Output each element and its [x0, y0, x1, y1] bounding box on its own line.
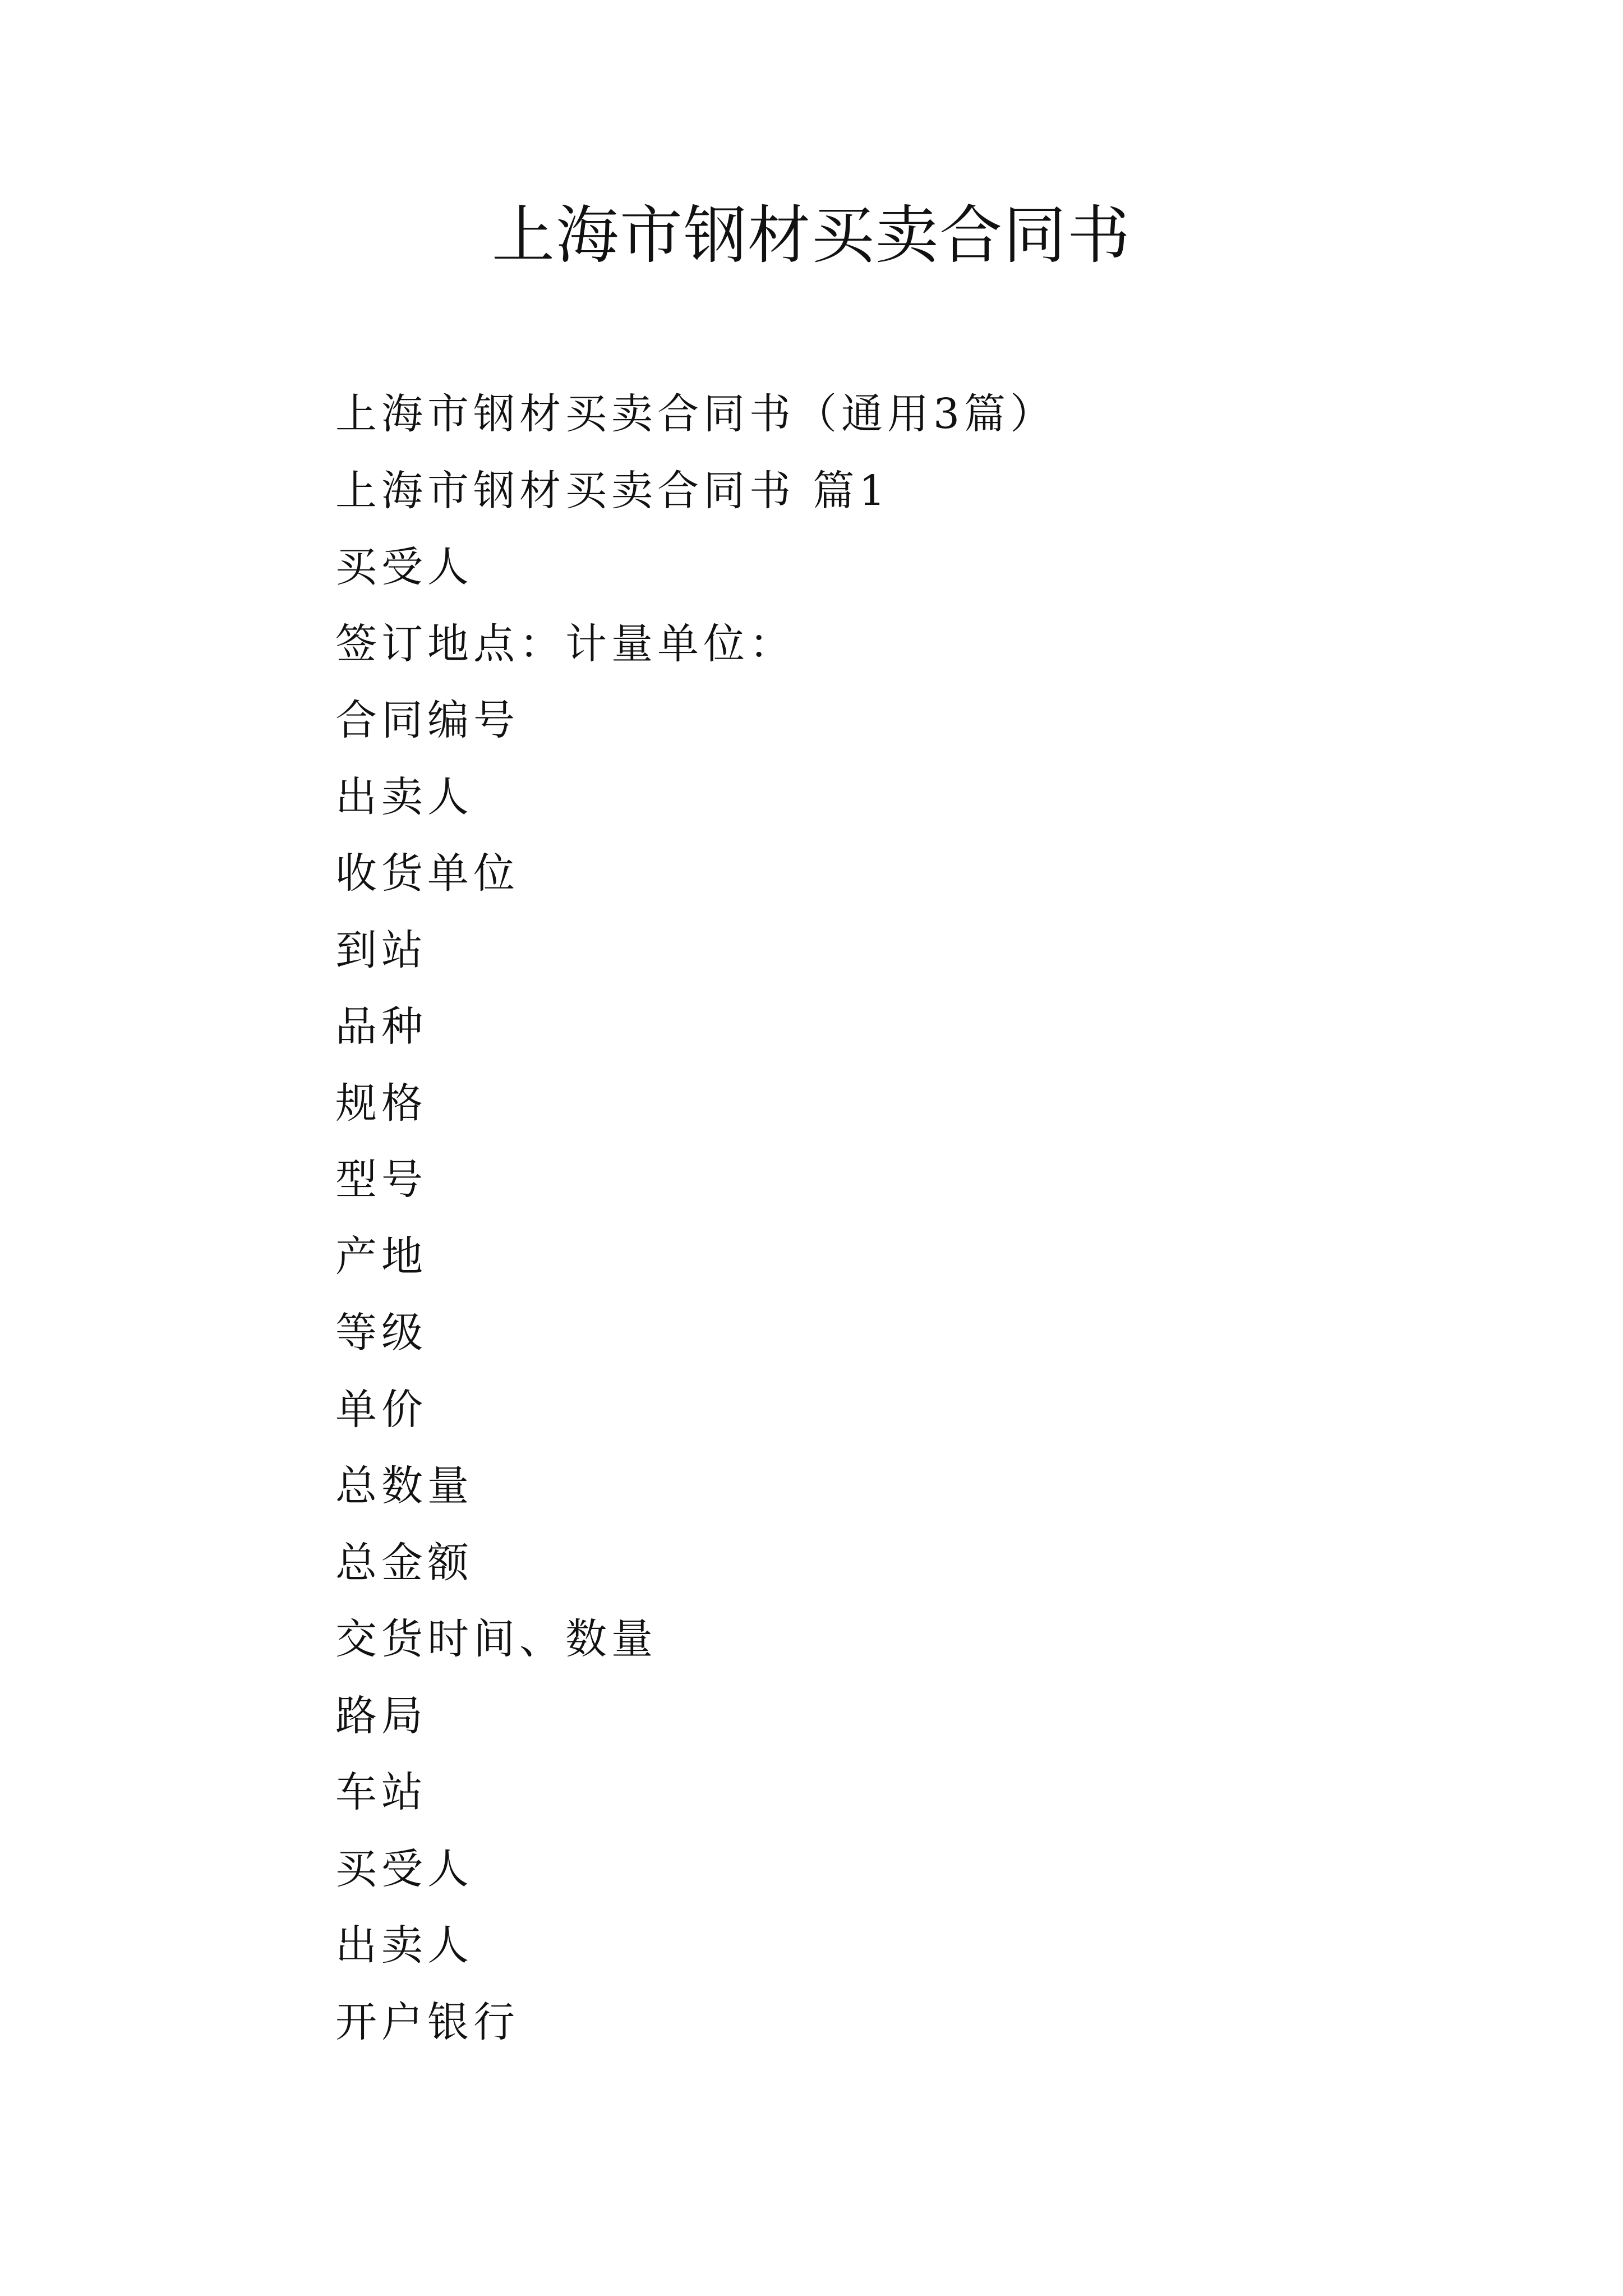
text-line: 总数量: [335, 1462, 473, 1510]
text-line: 上海市钢材买卖合同书（通用3篇）: [335, 390, 1057, 438]
text-line: 规格: [335, 1079, 427, 1128]
text-line: 买受人: [335, 1844, 473, 1893]
text-line: 签订地点：计量单位：: [335, 619, 795, 668]
text-line: 等级: [335, 1309, 427, 1357]
text-line: 开户银行: [335, 1998, 519, 2046]
text-line: 出卖人: [335, 1921, 473, 1970]
text-line: 上海市钢材买卖合同书 篇1: [335, 466, 890, 515]
text-line: 交货时间、数量: [335, 1615, 657, 1663]
document-body: [335, 376, 1513, 2060]
text-line: 收货单位: [335, 849, 519, 898]
text-line: 型号: [335, 1156, 427, 1204]
text-line: 品种: [335, 1002, 427, 1051]
text-line: 路局: [335, 1691, 427, 1740]
text-line: 车站: [335, 1768, 427, 1816]
text-line: 到站: [335, 926, 427, 974]
text-line: 出卖人: [335, 772, 473, 821]
text-line: 单价: [335, 1385, 427, 1434]
document-title: 上海市钢材买卖合同书: [492, 199, 1131, 272]
text-line: 买受人: [335, 543, 473, 591]
text-line: 合同编号: [335, 696, 519, 744]
text-line: 总金额: [335, 1538, 473, 1587]
text-line: 产地: [335, 1232, 427, 1281]
